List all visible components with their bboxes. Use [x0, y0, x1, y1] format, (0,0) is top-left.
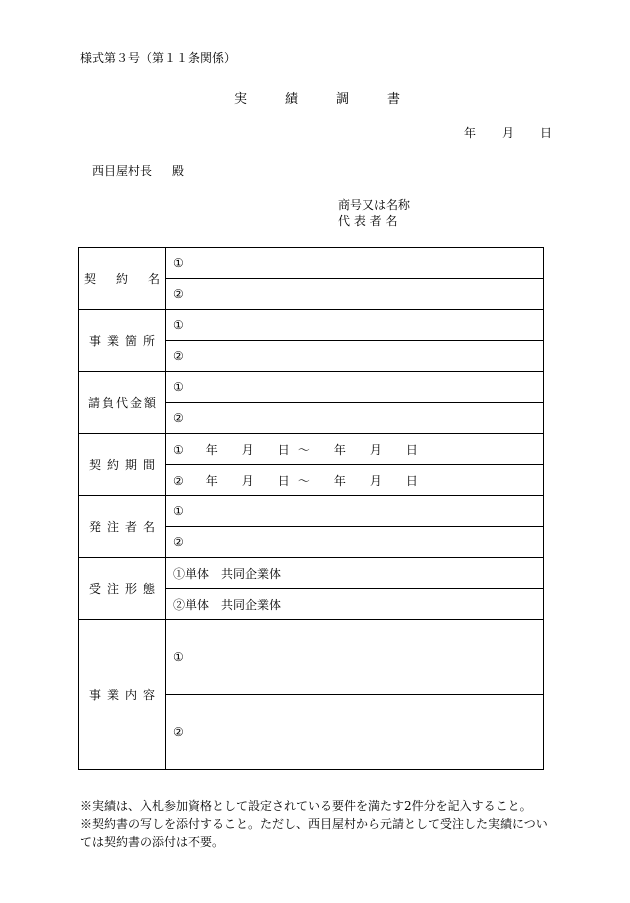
period-mark: ② [173, 473, 184, 488]
order-form-field-2[interactable]: ②単体 共同企業体 [166, 589, 544, 620]
period-month: 月 [241, 473, 254, 488]
label-char: 箇 [125, 334, 138, 348]
period-month: 月 [369, 442, 382, 457]
label-char: 業 [106, 688, 119, 702]
label-char: 注 [106, 582, 119, 596]
table-row [79, 372, 544, 403]
content-field-1[interactable]: ① [166, 620, 544, 695]
label-char: 所 [143, 334, 156, 348]
label-char: 注 [106, 520, 119, 534]
label-char: 内 [125, 688, 138, 702]
site-field-2[interactable]: ② [166, 341, 544, 372]
period-year: 年 [333, 473, 346, 488]
row-label-period [79, 434, 166, 496]
label-char: 発 [88, 520, 101, 534]
date-year: 年 [464, 126, 477, 140]
row-label-site [79, 310, 166, 372]
record-table [78, 247, 544, 770]
label-char: 名 [143, 520, 156, 534]
trade-name-label: 商号又は名称 [338, 198, 411, 212]
period-mark: ① [173, 442, 184, 457]
order-form-field-1[interactable]: ①単体 共同企業体 [166, 558, 544, 589]
table-row [79, 496, 544, 527]
title-char: 実 [234, 92, 248, 107]
label-char: 容 [143, 688, 156, 702]
label-char: 形 [125, 582, 138, 596]
label-char: 間 [143, 458, 156, 472]
period-year: 年 [333, 442, 346, 457]
label-char: 約 [106, 458, 119, 472]
period-tilde: ～ [297, 473, 310, 488]
label-char: 金 [130, 396, 143, 410]
period-day: 日 [405, 473, 418, 488]
period-year: 年 [205, 473, 218, 488]
contract-name-field-2[interactable]: ② [166, 279, 544, 310]
contract-name-field-1[interactable]: ① [166, 248, 544, 279]
content-field-2[interactable]: ② [166, 695, 544, 770]
period-field-1[interactable] [166, 434, 544, 465]
note-1: ※実績は、入札参加資格として設定されている要件を満たす2件分を記入すること。 [80, 799, 532, 813]
label-char: 者 [125, 520, 138, 534]
row-label-contract-name [79, 248, 166, 310]
table-row [79, 310, 544, 341]
label-char: 契 [83, 272, 96, 286]
addressee-name: 西目屋村長 [92, 164, 153, 178]
label-char: 代 [115, 396, 128, 410]
label-char: 態 [143, 582, 156, 596]
orderer-field-1[interactable]: ① [166, 496, 544, 527]
representative-label: 代 表 者 名 [338, 214, 398, 228]
period-month: 月 [369, 473, 382, 488]
notes [80, 797, 550, 851]
label-char: 契 [88, 458, 101, 472]
period-month: 月 [241, 442, 254, 457]
label-char: 業 [106, 334, 119, 348]
label-char: 受 [88, 582, 101, 596]
date-day: 日 [540, 126, 553, 140]
note-2: ※契約書の写しを添付すること。ただし、西目屋村から元請として受注した実績については契約書の添付は不要。 [80, 817, 548, 849]
label-char: 約 [115, 272, 128, 286]
form-number: 様式第３号（第１１条関係） [80, 51, 237, 65]
row-label-content [79, 620, 166, 770]
amount-field-1[interactable]: ① [166, 372, 544, 403]
title-char: 調 [336, 92, 350, 107]
table-row [79, 248, 544, 279]
period-day: 日 [405, 442, 418, 457]
label-char: 請 [87, 396, 100, 410]
label-char: 額 [144, 396, 157, 410]
title-char: 績 [285, 92, 299, 107]
row-label-order-form [79, 558, 166, 620]
date-line [464, 124, 552, 141]
period-tilde: ～ [297, 442, 310, 457]
period-field-2[interactable] [166, 465, 544, 496]
period-year: 年 [205, 442, 218, 457]
orderer-field-2[interactable]: ② [166, 527, 544, 558]
table-row [79, 620, 544, 695]
label-char: 名 [148, 272, 161, 286]
document-title [234, 88, 400, 107]
date-month: 月 [502, 126, 515, 140]
label-char: 事 [88, 334, 101, 348]
addressee-honorific: 殿 [172, 164, 185, 178]
label-char: 負 [101, 396, 114, 410]
applicant-block [338, 197, 410, 229]
period-day: 日 [277, 442, 290, 457]
row-label-orderer [79, 496, 166, 558]
label-char: 事 [88, 688, 101, 702]
amount-field-2[interactable]: ② [166, 403, 544, 434]
table-row [79, 558, 544, 589]
table-row [79, 434, 544, 465]
title-char: 書 [387, 92, 401, 107]
site-field-1[interactable]: ① [166, 310, 544, 341]
row-label-amount [79, 372, 166, 434]
label-char: 期 [125, 458, 138, 472]
addressee [92, 162, 184, 179]
period-day: 日 [277, 473, 290, 488]
